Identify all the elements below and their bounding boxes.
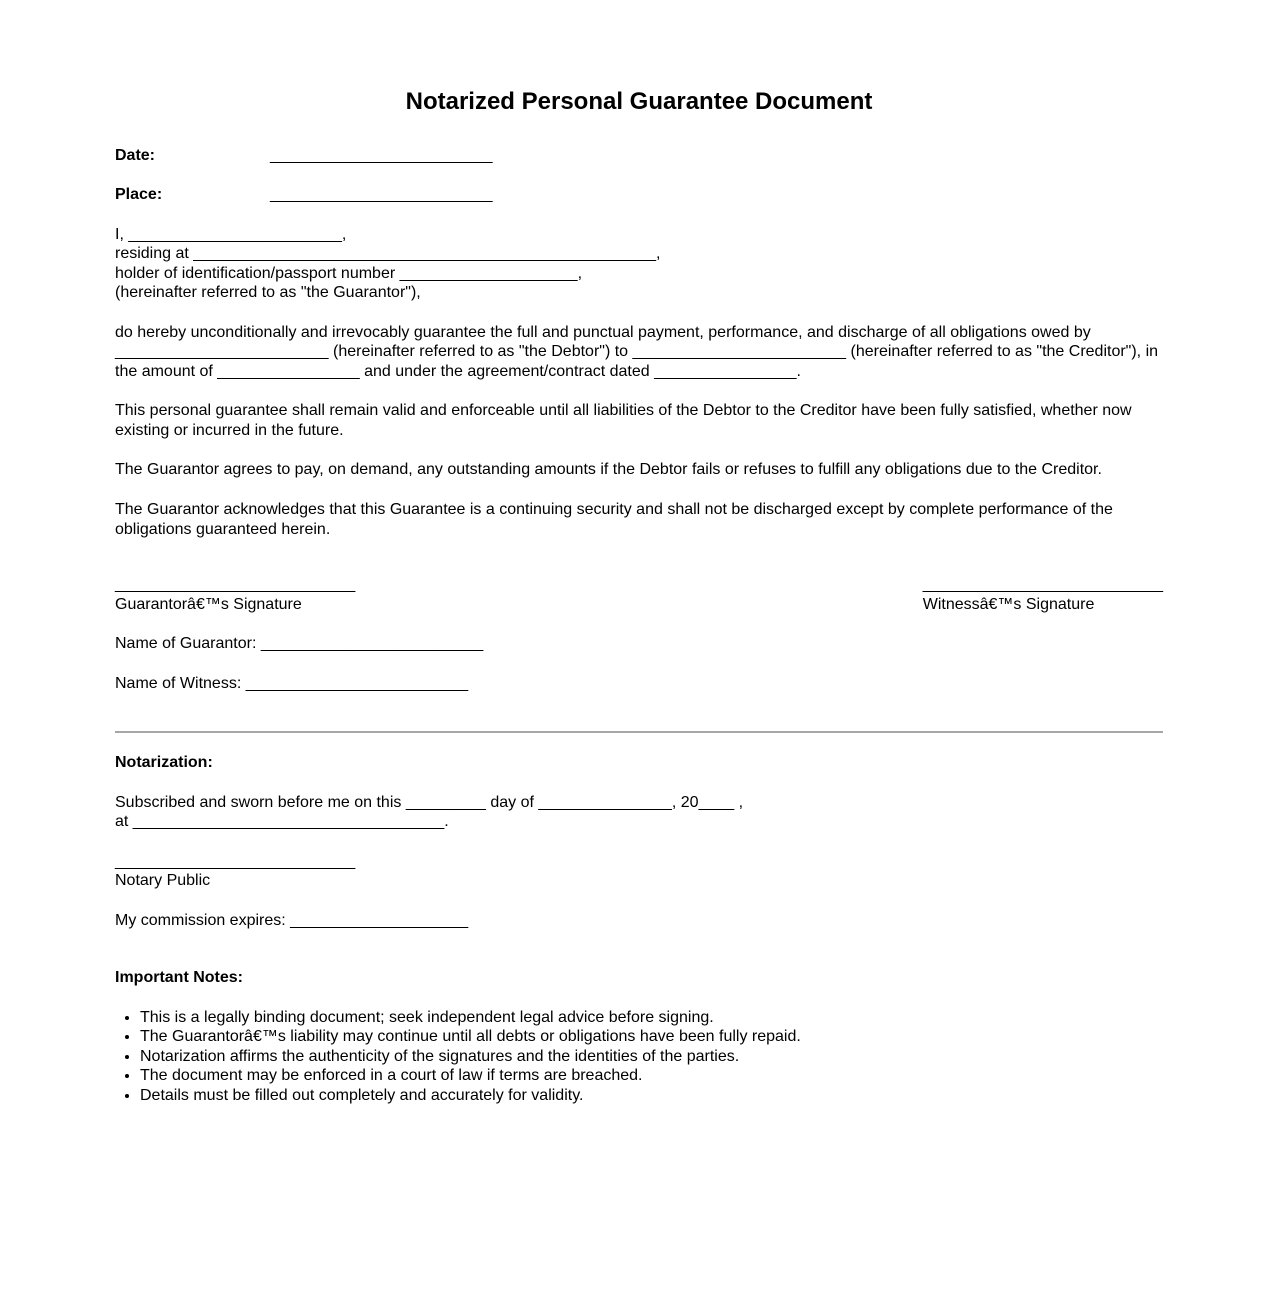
location-blank: ___________________________________ <box>132 813 445 831</box>
sworn-part2: day of <box>485 793 539 811</box>
commission-expiry-blank: ____________________ <box>290 911 469 929</box>
notary-signature-line: ___________________________ <box>115 852 356 870</box>
witness-signature-block <box>923 575 1163 614</box>
guarantee-part2: (hereinafter referred to as "the Debtor") to <box>328 343 633 361</box>
note-item: • This is a legally binding document; seek independent legal advice before signing. <box>140 1008 1163 1028</box>
residing-prefix: residing at <box>115 245 194 263</box>
notary-public-block <box>115 852 1163 891</box>
continuing-security-paragraph: The Guarantor acknowledges that this Guarantee is a continuing security and shall not be discharged except by complete performance of the obligations guaranteed herein. <box>115 500 1113 538</box>
date-blank: _________________________ <box>270 146 493 164</box>
note-item: • The document may be enforced in a court of law if terms are breached. <box>140 1066 1163 1086</box>
guarantee-period: . <box>796 362 801 380</box>
commission-label: My commission expires: <box>115 911 291 929</box>
note-item: • Details must be filled out completely and accurately for validity. <box>140 1086 1163 1106</box>
guarantor-name-blank: ________________________ <box>128 225 342 243</box>
guarantor-intro-paragraph <box>115 225 1163 303</box>
note-item: • The Guarantorâ€™s liability may continue until all debts or obligations have been fully repaid. <box>140 1027 1163 1047</box>
intro-i-prefix: I, <box>115 225 129 243</box>
amount-blank: ________________ <box>217 362 360 380</box>
name-of-guarantor-label: Name of Guarantor: <box>115 635 261 653</box>
commission-line <box>115 911 1163 931</box>
section-divider <box>115 731 1163 733</box>
debtor-name-blank: ________________________ <box>115 343 329 361</box>
passport-number-blank: ____________________ <box>399 264 578 282</box>
name-of-guarantor-line <box>115 634 1163 654</box>
name-of-witness-blank: _________________________ <box>245 674 469 692</box>
sworn-part3: , 20 <box>671 793 699 811</box>
creditor-name-blank: ________________________ <box>632 343 847 361</box>
validity-paragraph: This personal guarantee shall remain valid and enforceable until all liabilities of the Debtor to the Creditor have been fully satisfied, whether now existing or incurred in the future. <box>115 402 1132 439</box>
day-blank: _________ <box>405 793 486 811</box>
passport-prefix: holder of identification/passport number <box>115 264 400 282</box>
name-of-guarantor-blank: _________________________ <box>260 635 484 653</box>
guarantor-clause: (hereinafter referred to as "the Guarantor"), <box>115 284 421 302</box>
residing-address-blank: ____________________________________________________ <box>193 245 656 263</box>
sworn-part4: , <box>734 793 744 811</box>
name-of-witness-line <box>115 674 1163 694</box>
place-field-line <box>115 185 1163 205</box>
passport-comma: , <box>577 264 583 282</box>
guarantee-part4: and under the agreement/contract dated <box>359 362 655 380</box>
notarization-heading: Notarization: <box>115 754 213 772</box>
sworn-part1: Subscribed and sworn before me on this <box>115 793 406 811</box>
residing-comma: , <box>655 245 661 263</box>
important-notes-heading: Important Notes: <box>115 969 243 987</box>
place-label: Place: <box>115 186 163 204</box>
at-prefix: at <box>115 813 133 831</box>
signature-row <box>115 575 1163 614</box>
month-blank: _______________ <box>538 793 672 811</box>
year-blank: ____ <box>698 793 735 811</box>
demand-paragraph: The Guarantor agrees to pay, on demand, any outstanding amounts if the Debtor fails or refuses to fulfill any obligations due to the Creditor. <box>115 461 1102 479</box>
note-item: • Notarization affirms the authenticity of the signatures and the identities of the parties. <box>140 1047 1163 1067</box>
guarantor-signature-label: Guarantorâ€™s Signature <box>115 595 302 613</box>
at-period: . <box>444 813 449 831</box>
notary-public-label: Notary Public <box>115 872 211 890</box>
intro-i-comma: , <box>341 225 347 243</box>
sworn-statement-paragraph <box>115 793 1163 832</box>
guarantee-paragraph <box>115 323 1163 382</box>
witness-signature-label: Witnessâ€™s Signature <box>922 595 1095 613</box>
important-notes-list <box>115 1008 1163 1106</box>
page-title: Notarized Personal Guarantee Document <box>405 88 873 115</box>
contract-date-blank: ________________ <box>654 362 797 380</box>
date-label: Date: <box>115 146 156 164</box>
witness-signature-line: ___________________________ <box>922 576 1163 594</box>
name-of-witness-label: Name of Witness: <box>115 674 246 692</box>
guarantor-signature-block <box>115 575 355 614</box>
place-blank: _________________________ <box>270 186 493 204</box>
date-field-line <box>115 146 1163 166</box>
guarantee-part1: do hereby unconditionally and irrevocably guarantee the full and punctual payment, performance, and discharge of all obligations owed by <box>115 323 1091 341</box>
guarantee-part3: (hereinafter referred to as "the Creditor"), in the amount of <box>115 343 1159 380</box>
guarantor-signature-line: ___________________________ <box>115 576 356 594</box>
